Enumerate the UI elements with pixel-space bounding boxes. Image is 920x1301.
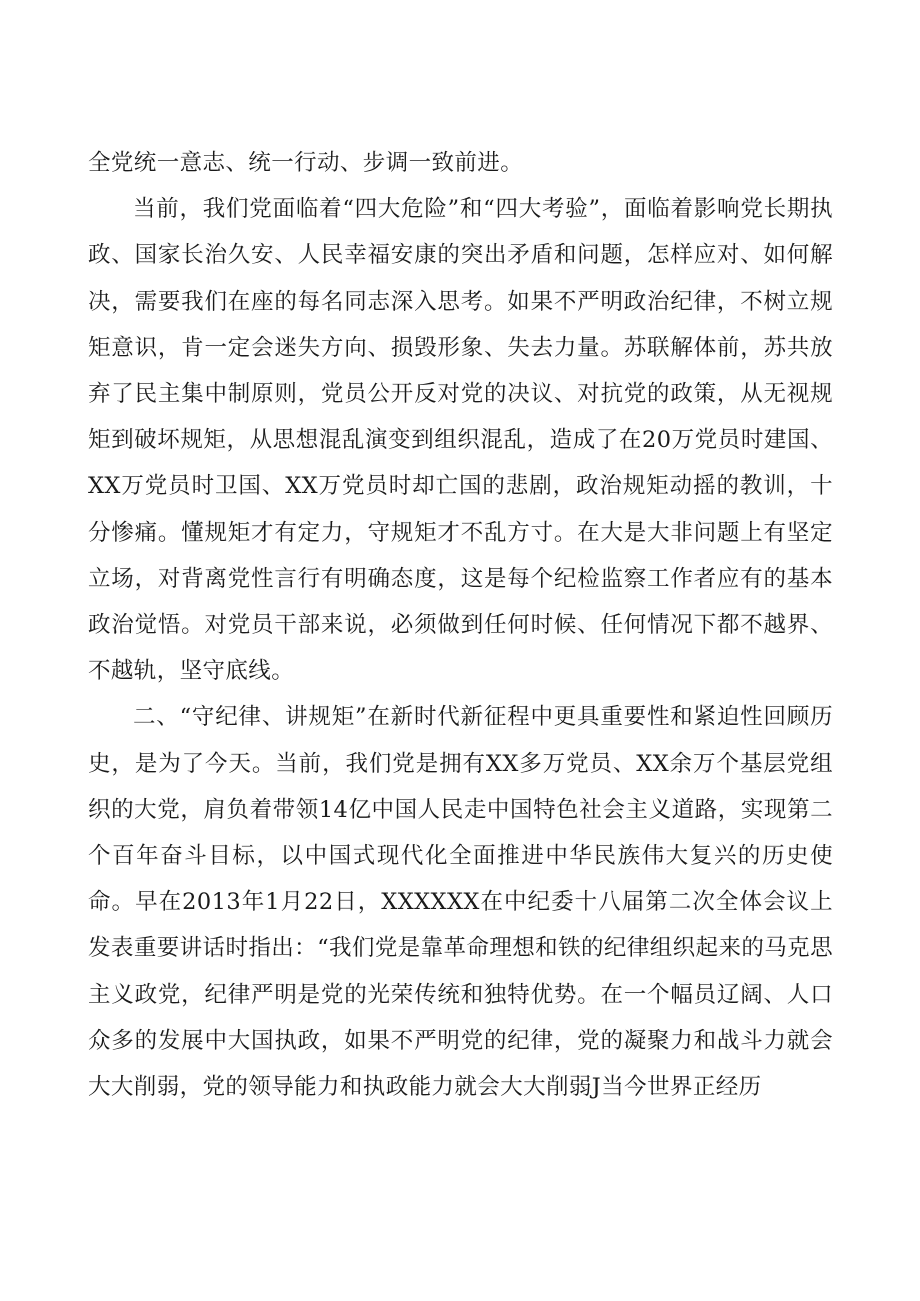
paragraph-continuation: 全党统一意志、统一行动、步调一致前进。 [88, 150, 524, 176]
paragraph-current-situation: 当前，我们党面临着“四大危险”和“四大考验”，面临着影响党长期执政、国家长治久安、人民幸福安康的突出矛盾和问题，怎样应对、如何解决，需要我们在座的每名同志深入思考。如果不严明政治纪律，不树立规矩意识，肯一定会迷失方向、损毁形象、失去力量。苏联解体前，苏共放弃了民主集中制原则，党员公开反对党的决议、对抗党的政策，从无视规矩到破坏规矩，从思想混乱演变到组织混乱，造成了在20万党员时建国、XX万党员时卫国、XX万党员时却亡国的悲剧，政治规矩动摇的教训，十分惨痛。懂规矩才有定力，守规矩才不乱方寸。在大是大非问题上有坚定立场，对背离党性言行有明确态度，这是每个纪检监察工作者应有的基本政治觉悟。对党员干部来说，必须做到任何时候、任何情况下都不越界、不越轨，坚守底线。 [88, 196, 833, 685]
document-body [88, 140, 833, 1110]
paragraph-section-two: 二、“守纪律、讲规矩”在新时代新征程中更具重要性和紧迫性回顾历史，是为了今天。当前，我们党是拥有XX多万党员、XX余万个基层党组织的大党，肩负着带领14亿中国人民走中国特色社会主义道路，实现第二个百年奋斗目标，以中国式现代化全面推进中华民族伟大复兴的历史使命。早在2013年1月22日，XXXXXX在中纪委十八届第二次全体会议上发表重要讲话时指出：“我们党是靠革命理想和铁的纪律组织起来的马克思主义政党，纪律严明是党的光荣传统和独特优势。在一个幅员辽阔、人口众多的发展中大国执政，如果不严明党的纪律，党的凝聚力和战斗力就会大大削弱，党的领导能力和执政能力就会大大削弱J当今世界正经历 [88, 704, 833, 1101]
